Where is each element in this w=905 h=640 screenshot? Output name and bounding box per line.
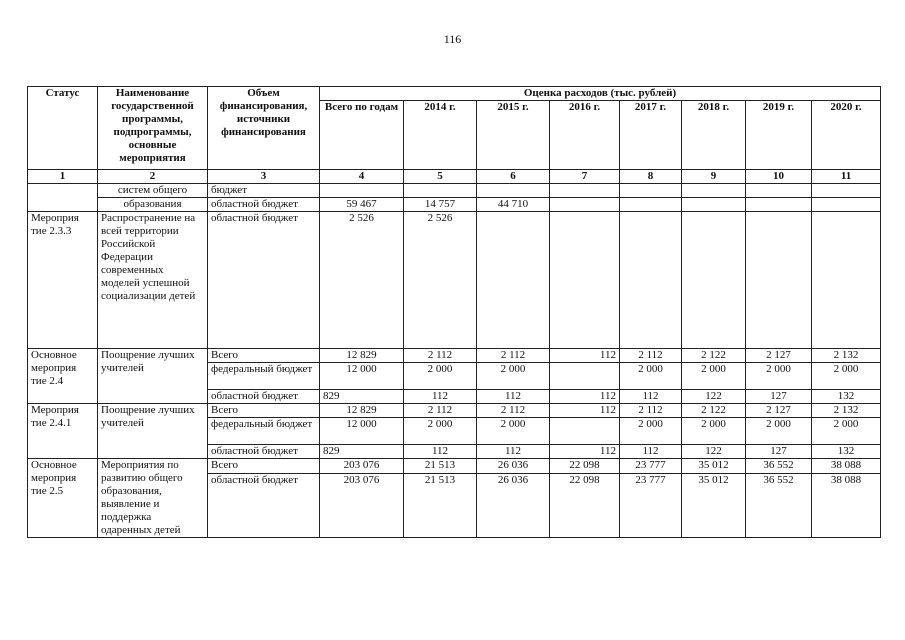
value-cell: 36 552	[746, 473, 812, 537]
value-cell: 112	[404, 445, 477, 459]
value-cell: 2 526	[320, 212, 404, 349]
header-status: Статус	[28, 87, 98, 170]
status-cell: Основное мероприя тие 2.5	[28, 459, 98, 538]
value-cell: 2 000	[682, 363, 746, 390]
value-cell	[812, 184, 881, 198]
value-cell: 59 467	[320, 198, 404, 212]
header-row	[28, 87, 881, 101]
table-row	[28, 349, 881, 363]
value-cell: 2 000	[812, 363, 881, 390]
value-cell: 2 122	[682, 349, 746, 363]
value-cell	[812, 198, 881, 212]
value-cell: 132	[812, 445, 881, 459]
value-cell: 38 088	[812, 459, 881, 474]
name-cell: Мероприятия по развитию общего образования, выявление и поддержка одаренных детей	[98, 459, 208, 538]
value-cell: 2 000	[620, 418, 682, 445]
value-cell: 21 513	[404, 473, 477, 537]
value-cell: 2 112	[404, 349, 477, 363]
header-expenditure-estimate: Оценка расходов (тыс. рублей)	[320, 87, 881, 101]
value-cell: 2 526	[404, 212, 477, 349]
value-cell	[320, 184, 404, 198]
value-cell	[682, 198, 746, 212]
source-cell: областной бюджет	[208, 212, 320, 349]
value-cell: 112	[477, 445, 550, 459]
value-cell: 38 088	[812, 473, 881, 537]
status-cell: Мероприя тие 2.3.3	[28, 212, 98, 349]
header-year-2017: 2017 г.	[620, 101, 682, 170]
value-cell	[746, 212, 812, 349]
column-number: 5	[404, 170, 477, 184]
value-cell	[620, 212, 682, 349]
value-cell: 14 757	[404, 198, 477, 212]
value-cell: 12 000	[320, 363, 404, 390]
value-cell	[477, 184, 550, 198]
value-cell: 26 036	[477, 459, 550, 474]
value-cell: 12 000	[320, 418, 404, 445]
value-cell: 2 112	[477, 404, 550, 418]
column-number: 11	[812, 170, 881, 184]
value-cell: 2 000	[404, 418, 477, 445]
header-year-2018: 2018 г.	[682, 101, 746, 170]
header-program-name: Наименование государственной программы, подпрограммы, основные мероприятия	[98, 87, 208, 170]
value-cell: 23 777	[620, 459, 682, 474]
source-cell: Всего	[208, 459, 320, 474]
value-cell: 203 076	[320, 473, 404, 537]
value-cell: 112	[620, 445, 682, 459]
value-cell: 2 000	[746, 363, 812, 390]
value-cell	[550, 198, 620, 212]
source-cell: Всего	[208, 349, 320, 363]
table-row	[28, 459, 881, 474]
value-cell: 2 000	[746, 418, 812, 445]
value-cell: 2 000	[812, 418, 881, 445]
value-cell	[550, 418, 620, 445]
value-cell: 127	[746, 445, 812, 459]
column-number: 2	[98, 170, 208, 184]
value-cell	[746, 184, 812, 198]
value-cell: 112	[550, 445, 620, 459]
value-cell: 2 112	[477, 349, 550, 363]
table-row	[28, 404, 881, 418]
value-cell: 2 000	[682, 418, 746, 445]
value-cell	[477, 212, 550, 349]
value-cell: 21 513	[404, 459, 477, 474]
value-cell	[550, 212, 620, 349]
source-cell: Всего	[208, 404, 320, 418]
source-cell: областной бюджет	[208, 473, 320, 537]
value-cell	[620, 184, 682, 198]
value-cell: 2 112	[620, 349, 682, 363]
value-cell: 2 112	[620, 404, 682, 418]
value-cell: 112	[550, 349, 620, 363]
value-cell	[682, 212, 746, 349]
value-cell: 22 098	[550, 473, 620, 537]
column-number: 7	[550, 170, 620, 184]
value-cell: 112	[550, 390, 620, 404]
source-cell: федеральный бюджет	[208, 363, 320, 390]
source-cell: бюджет	[208, 184, 320, 198]
value-cell: 2 127	[746, 349, 812, 363]
value-cell	[620, 198, 682, 212]
value-cell	[746, 198, 812, 212]
value-cell	[550, 184, 620, 198]
value-cell: 112	[477, 390, 550, 404]
value-cell: 2 132	[812, 349, 881, 363]
value-cell: 2 127	[746, 404, 812, 418]
name-cell: Поощрение лучших учителей	[98, 349, 208, 404]
column-number: 9	[682, 170, 746, 184]
header-year-2014: 2014 г.	[404, 101, 477, 170]
source-cell: областной бюджет	[208, 390, 320, 404]
header-year-2020: 2020 г.	[812, 101, 881, 170]
source-cell: областной бюджет	[208, 445, 320, 459]
table-row	[28, 184, 881, 198]
value-cell: 12 829	[320, 349, 404, 363]
value-cell: 2 132	[812, 404, 881, 418]
status-cell: Мероприя тие 2.4.1	[28, 404, 98, 459]
status-cell: Основное мероприя тие 2.4	[28, 349, 98, 404]
expenditure-table	[27, 86, 881, 538]
name-cell: образования	[98, 198, 208, 212]
header-year-2016: 2016 г.	[550, 101, 620, 170]
value-cell: 829	[320, 390, 404, 404]
column-number-row	[28, 170, 881, 184]
header-year-2019: 2019 г.	[746, 101, 812, 170]
value-cell: 112	[620, 390, 682, 404]
table-row	[28, 198, 881, 212]
column-number: 10	[746, 170, 812, 184]
column-number: 1	[28, 170, 98, 184]
value-cell: 36 552	[746, 459, 812, 474]
value-cell: 44 710	[477, 198, 550, 212]
name-cell: Распространение на всей территории Российской Федерации современных моделей успешной социализации детей	[98, 212, 208, 349]
status-cell	[28, 184, 98, 212]
value-cell: 12 829	[320, 404, 404, 418]
value-cell: 127	[746, 390, 812, 404]
value-cell: 2 000	[620, 363, 682, 390]
value-cell: 132	[812, 390, 881, 404]
header-total: Всего по годам	[320, 101, 404, 170]
value-cell: 35 012	[682, 473, 746, 537]
value-cell: 2 122	[682, 404, 746, 418]
page-number: 116	[443, 32, 462, 46]
column-number: 3	[208, 170, 320, 184]
value-cell: 2 000	[477, 363, 550, 390]
header-funding-source: Объем финансирования, источники финансирования	[208, 87, 320, 170]
value-cell: 122	[682, 445, 746, 459]
value-cell: 122	[682, 390, 746, 404]
value-cell	[404, 184, 477, 198]
source-cell: федеральный бюджет	[208, 418, 320, 445]
value-cell: 2 000	[477, 418, 550, 445]
value-cell: 829	[320, 445, 404, 459]
value-cell: 112	[550, 404, 620, 418]
column-number: 6	[477, 170, 550, 184]
value-cell: 35 012	[682, 459, 746, 474]
value-cell: 203 076	[320, 459, 404, 474]
value-cell: 26 036	[477, 473, 550, 537]
source-cell: областной бюджет	[208, 198, 320, 212]
value-cell: 23 777	[620, 473, 682, 537]
header-year-2015: 2015 г.	[477, 101, 550, 170]
table-row	[28, 212, 881, 349]
value-cell: 2 000	[404, 363, 477, 390]
value-cell: 22 098	[550, 459, 620, 474]
name-cell: Поощрение лучших учителей	[98, 404, 208, 459]
value-cell: 2 112	[404, 404, 477, 418]
column-number: 8	[620, 170, 682, 184]
value-cell	[550, 363, 620, 390]
value-cell	[682, 184, 746, 198]
column-number: 4	[320, 170, 404, 184]
value-cell	[812, 212, 881, 349]
value-cell: 112	[404, 390, 477, 404]
name-cell: систем общего	[98, 184, 208, 198]
